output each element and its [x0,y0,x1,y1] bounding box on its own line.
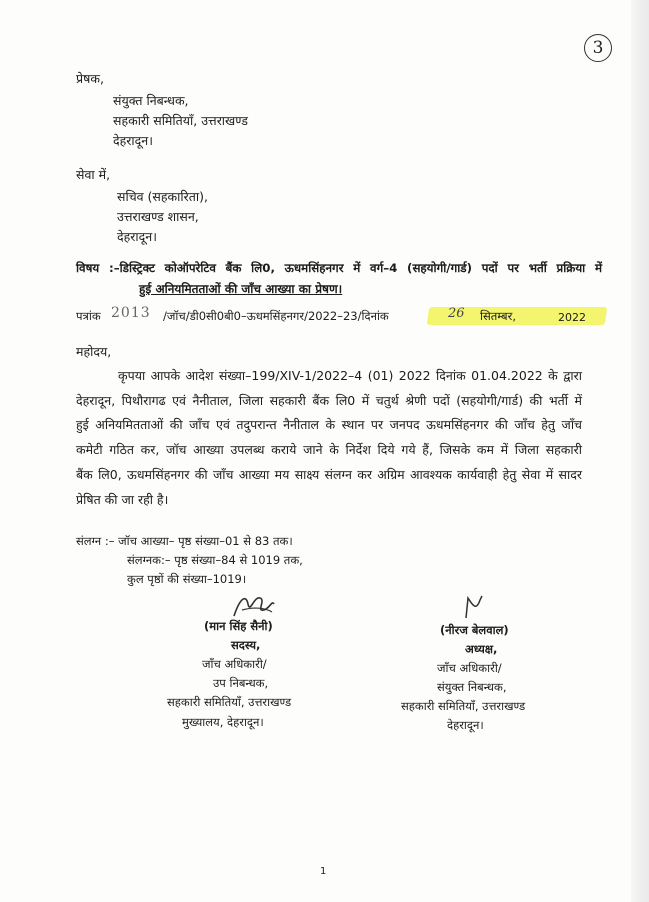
recipient-heading: सेवा में, [76,167,111,182]
recipient-line-1: सचिव (सहकारिता), [117,189,208,204]
body-line-1: कृपया आपके आदेश संख्या–199/XIV-1/2022–4 (01) 2022 दिनांक 01.04.2022 के द्वारा [118,368,582,383]
body-line-3: हुई अनियमितताओं की जाँच एवं तदुपरान्त नैनीताल के स्थान पर जनपद ऊधमसिंहनगर की जाँच हेतु जाँच [76,417,582,432]
sender-line-2: सहकारी समितियाँ, उत्तराखण्ड [113,113,248,128]
reference-month: सितम्बर, [480,309,516,323]
signatory-right-line-2: जाँच अधिकारी/ [437,661,502,675]
subject-line-1: विषय :–डिस्ट्रिक्ट कोऑपरेटिव बैंक लि0, ऊधमसिंहनगर में वर्ग–4 (सहयोगी/गार्ड) पदों पर भर्ती प्रक्रिया में [76,261,602,275]
body-line-5: बैंक लि0, ऊधमसिंहनगर की जाँच आख्या मय साक्ष्य संलग्न कर अग्रिम आवश्यक कार्यवाही हेतु सेवा में सादर [76,467,582,482]
body-line-6: प्रेषित की जा रही है। [76,492,169,507]
signature-right-scribble [460,592,490,622]
signatory-left-line-3: उप निबन्धक, [213,676,269,690]
reference-year: 2022 [558,311,586,324]
sender-line-3: देहरादून। [113,133,153,148]
enclosure-line-3: कुल पृष्ठों की संख्या–1019। [127,572,247,586]
signatory-right-line-5: देहरादून। [447,718,484,732]
reference-path: /जॉच/डी0सी0बी0–ऊधमसिंहनगर/2022–23/दिनांक [163,309,389,323]
reference-prefix: पत्रांक [76,309,101,323]
signatory-right-line-3: संयुक्त निबन्धक, [437,680,507,694]
signatory-left-line-2: जाँच अधिकारी/ [202,657,267,671]
enclosure-line-2: संलग्नक:– पृष्ठ संख्या–84 से 1019 तक, [127,553,303,567]
scan-edge [631,0,649,902]
signatory-left-name: (मान सिंह सैनी) [204,619,273,633]
subject-line-2: हुई अनियमितताओं की जाँच आख्या का प्रेषण। [139,282,343,296]
signatory-right-name: (नीरज बेलवाल) [440,623,509,637]
sender-heading: प्रेषक, [76,71,104,86]
recipient-line-3: देहरादून। [117,229,157,244]
signatory-left-line-5: मुख्यालय, देहरादून। [182,715,264,729]
body-line-2: देहरादून, पिथौरागढ एवं नैनीताल, जिला सहकारी बैंक लि0 में चतुर्थ श्रेणी पदों (सहयोगी/गार्ड) की भर्ती में [76,393,582,408]
signatory-right-line-4: सहकारी समितियाँ, उत्तराखण्ड [401,699,526,713]
signatory-left-line-1: सदस्य, [231,638,261,652]
signatory-right-line-1: अध्यक्ष, [465,642,498,656]
body-line-4: कमेटी गठित कर, जॉच आख्या उपलब्ध कराये जाने के निर्देश दिये गये हैं, जिसके कम में जिला सहकारी [76,442,582,457]
reference-day-handwritten: 26 [448,306,465,321]
sender-line-1: संयुक्त निबन्धक, [113,93,189,108]
signatory-left-line-4: सहकारी समितियाँ, उत्तराखण्ड [167,695,292,709]
page-number: 1 [320,866,327,877]
salutation: महोदय, [76,344,112,359]
page-mark-circled: 3 [584,34,612,62]
reference-number-handwritten: 2013 [111,305,151,321]
enclosure-line-1: संलग्न :– जॉच आख्या– पृष्ठ संख्या–01 से 83 तक। [76,534,293,548]
recipient-line-2: उत्तराखण्ड शासन, [117,209,199,224]
